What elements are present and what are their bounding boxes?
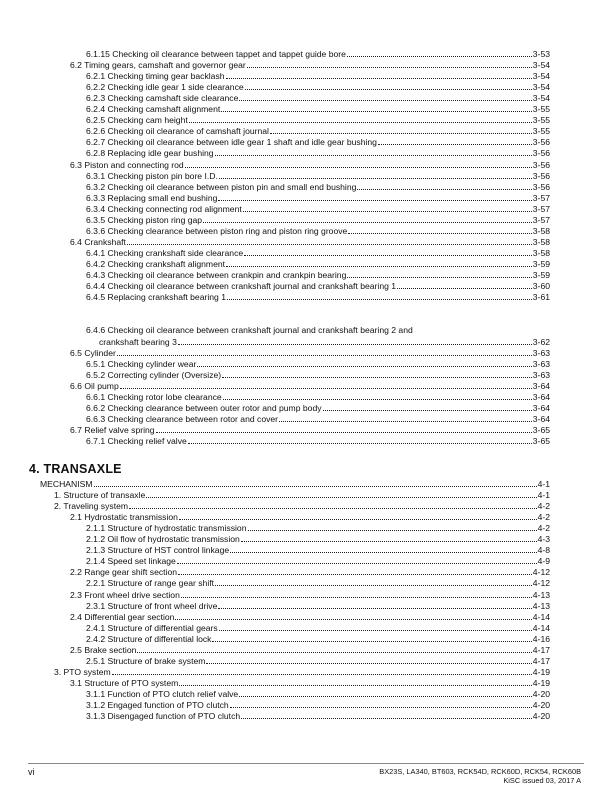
toc-entry-title: crankshaft bearing 3 (99, 337, 177, 347)
toc-leader (239, 696, 532, 697)
toc-entry-page: 4-8 (537, 545, 550, 556)
toc-entry-page: 4-17 (532, 644, 550, 655)
toc-leader (241, 718, 532, 719)
toc-entry-title: 2.4 Differential gear section (70, 611, 175, 622)
toc-entry[interactable] (86, 203, 550, 214)
toc-entry-title: 2.3.1 Structure of front wheel drive (86, 600, 218, 611)
toc-entry-page: 3-58 (532, 247, 550, 258)
toc-entry[interactable] (86, 622, 550, 633)
toc-entry-page: 3-54 (532, 60, 550, 71)
toc-entry-page: 4-20 (532, 711, 550, 722)
toc-entry[interactable] (86, 48, 550, 59)
toc-entry-title: 2.2.1 Structure of range gear shift (86, 578, 215, 589)
toc-entry[interactable] (86, 70, 550, 81)
toc-entry-page: 4-17 (532, 655, 550, 666)
toc-entry-title: 6.4.1 Checking crankshaft side clearance (86, 247, 244, 258)
toc-entry[interactable] (86, 81, 550, 92)
toc-entry[interactable] (40, 478, 550, 489)
toc-entry-title: 2.2 Range gear shift section (70, 567, 178, 578)
toc-entry-title: 6.4.4 Checking oil clearance between crankshaft journal and crankshaft bearing 1 (86, 281, 397, 292)
toc-entry-title: 2.5.1 Structure of brake system (86, 655, 206, 666)
toc-entry-title: 2.1.3 Structure of HST control linkage (86, 545, 230, 556)
toc-entry-title: 6.6 Oil pump (70, 381, 119, 392)
toc-entry-title: 6.3.2 Checking oil clearance between piston pin and small end bushing (86, 181, 357, 192)
toc-entry-page: 4-2 (537, 501, 550, 512)
toc-entry-page: 3-62 (532, 337, 550, 347)
toc-leader (226, 266, 532, 267)
toc-leader (239, 100, 531, 101)
toc-entry[interactable] (86, 269, 550, 280)
toc-entry-title: 3.1.3 Disengaged function of PTO clutch (86, 711, 241, 722)
toc-entry[interactable] (70, 511, 550, 522)
toc-entry-wrapped-line2[interactable] (99, 336, 550, 347)
toc-entry-title: 6.2.7 Checking oil clearance between idle gear 1 shaft and idle gear bushing (86, 137, 377, 148)
toc-leader (197, 366, 531, 367)
toc-entry-title: 6.2.5 Checking cam height (86, 115, 188, 126)
toc-entry[interactable] (86, 358, 550, 369)
toc-leader (117, 355, 532, 356)
toc-leader (348, 233, 531, 234)
toc-entry-page: 3-64 (532, 414, 550, 425)
toc-entry[interactable] (86, 699, 550, 710)
toc-entry-title: 6.4 Crankshaft (70, 236, 126, 247)
toc-entry-title: 6.7.1 Checking relief valve (86, 436, 187, 447)
toc-entry-title: 6.4.3 Checking oil clearance between crankpin and crankpin bearing (86, 270, 347, 280)
toc-entry-title: 6.6.1 Checking rotor lobe clearance (86, 392, 222, 403)
toc-entry-page: 3-55 (532, 126, 550, 137)
toc-entry-page: 4-1 (537, 479, 550, 489)
toc-leader (156, 432, 532, 433)
toc-entry-page: 3-65 (532, 425, 550, 436)
toc-entry-page: 3-57 (532, 214, 550, 225)
toc-entry-title: 6.3.1 Checking piston pin bore I.D. (86, 170, 218, 181)
toc-entry-title: 1. Structure of transaxle (54, 490, 146, 501)
toc-entry[interactable] (70, 159, 550, 170)
toc-entry[interactable] (70, 59, 550, 70)
toc-leader (177, 563, 537, 564)
toc-entry-page: 4-12 (532, 578, 550, 589)
toc-leader (279, 421, 532, 422)
toc-entry-page: 3-63 (532, 370, 550, 381)
toc-leader (137, 652, 531, 653)
toc-entry-title: 6.3.5 Checking piston ring gap (86, 214, 203, 225)
toc-entry-title: 6.2.4 Checking camshaft alignment (86, 104, 221, 115)
toc-leader (323, 410, 532, 411)
toc-entry-page: 3-59 (532, 270, 550, 280)
toc-entry[interactable] (86, 258, 550, 269)
toc-leader (215, 155, 532, 156)
footer-issue: KiSC issued 03, 2017 A (503, 776, 581, 785)
toc-leader (120, 388, 532, 389)
toc-entry[interactable] (86, 522, 550, 533)
toc-leader (248, 530, 537, 531)
toc-leader (189, 122, 532, 123)
toc-entry-title: 2.1.1 Structure of hydrostatic transmission (86, 523, 247, 534)
toc-leader (146, 497, 536, 498)
toc-entry[interactable] (86, 577, 550, 588)
toc-entry-page: 3-53 (532, 49, 550, 59)
toc-entry-title: 6.2.2 Checking idle gear 1 side clearance (86, 82, 244, 93)
toc-entry-title: 6.4.5 Replacing crankshaft bearing 1 (86, 292, 226, 303)
toc-entry-page: 3-64 (532, 392, 550, 403)
toc-leader (221, 111, 532, 112)
toc-entry-title: 6.6.2 Checking clearance between outer rotor and pump body (86, 403, 322, 414)
toc-entry-title: 2.3 Front wheel drive section (70, 589, 180, 600)
toc-entry-page: 4-9 (537, 556, 550, 567)
toc-entry-page: 4-14 (532, 622, 550, 633)
toc-leader (129, 508, 537, 509)
toc-entry[interactable] (86, 655, 550, 666)
toc-entry-title: 6.3.3 Replacing small end bushing (86, 192, 218, 203)
footer-models: BX23S, LA340, BT603, RCK54D, RCK60D, RCK54, RCK60B (379, 767, 581, 776)
toc-entry-page: 3-54 (532, 71, 550, 82)
toc-leader (357, 189, 531, 190)
toc-entry-page: 3-63 (532, 359, 550, 370)
toc-entry[interactable] (86, 402, 550, 413)
toc-entry[interactable] (86, 600, 550, 611)
toc-entry-title: 3.1 Structure of PTO system (70, 677, 179, 688)
toc-leader (178, 574, 532, 575)
toc-entry-title: 6.4.2 Checking crankshaft alignment (86, 258, 226, 269)
toc-leader (244, 255, 532, 256)
toc-entry[interactable] (70, 611, 550, 622)
toc-entry[interactable] (86, 92, 550, 103)
toc-leader (227, 299, 532, 300)
toc-entry-title: 2.4.2 Structure of differential lock (86, 633, 212, 644)
toc-entry[interactable] (70, 677, 550, 688)
toc-entry[interactable] (86, 136, 550, 147)
toc-entry-title: 2. Traveling system (54, 501, 129, 512)
footer-divider (28, 763, 584, 764)
toc-entry[interactable] (86, 114, 550, 125)
toc-entry-title: 6.2.3 Checking camshaft side clearance (86, 93, 239, 104)
toc-entry[interactable] (86, 192, 550, 203)
toc-entry-page: 4-12 (532, 567, 550, 578)
toc-entry-page: 3-58 (532, 236, 550, 247)
toc-entry-title: 6.2.8 Replacing idle gear bushing (86, 148, 214, 159)
toc-leader (226, 78, 532, 79)
toc-entry[interactable] (54, 666, 550, 677)
toc-entry[interactable] (86, 688, 550, 699)
toc-entry-title: 6.5.2 Correcting cylinder (Oversize) (86, 370, 222, 381)
toc-entry[interactable] (86, 225, 550, 236)
toc-entry[interactable] (86, 280, 550, 291)
toc-entry[interactable] (86, 391, 550, 402)
toc-leader (219, 630, 532, 631)
toc-entry-title: 6.2.6 Checking oil clearance of camshaft journal (86, 126, 269, 137)
toc-entry-page: 3-57 (532, 203, 550, 214)
toc-entry-page: 3-60 (532, 281, 550, 292)
toc-entry-page: 3-54 (532, 82, 550, 93)
toc-entry[interactable] (70, 424, 550, 435)
toc-entry[interactable] (86, 369, 550, 380)
toc-leader (178, 344, 532, 345)
toc-entry-page: 3-61 (532, 292, 550, 303)
toc-leader (206, 663, 531, 664)
toc-leader (241, 541, 537, 542)
toc-entry-page: 3-55 (532, 115, 550, 126)
toc-entry-page: 3-54 (532, 93, 550, 104)
toc-leader (222, 377, 532, 378)
toc-leader (215, 585, 532, 586)
toc-entry[interactable] (54, 489, 550, 500)
toc-entry-page: 3-58 (532, 225, 550, 236)
toc-entry[interactable] (54, 500, 550, 511)
chapter-heading: 4. TRANSAXLE (29, 462, 122, 476)
toc-entry-page: 4-16 (532, 633, 550, 644)
toc-entry-title: 6.2 Timing gears, camshaft and governor gear (70, 60, 246, 71)
toc-entry-wrapped-line1: 6.4.6 Checking oil clearance between crankshaft journal and crankshaft bearing 2 and (86, 325, 413, 335)
toc-entry-title: 3.1.2 Engaged function of PTO clutch (86, 700, 229, 710)
toc-entry-title: 6.6.3 Checking clearance between rotor and cover (86, 414, 279, 425)
toc-entry[interactable] (86, 181, 550, 192)
toc-entry-title: 6.5.1 Checking cylinder wear (86, 359, 197, 370)
toc-entry[interactable] (70, 380, 550, 391)
toc-entry-title: 2.5 Brake section (70, 644, 137, 655)
toc-leader (230, 707, 532, 708)
toc-entry[interactable] (86, 435, 550, 446)
toc-entry[interactable] (70, 566, 550, 577)
toc-entry[interactable] (86, 633, 550, 644)
toc-entry-page: 3-55 (532, 104, 550, 115)
toc-leader (347, 56, 532, 57)
toc-entry-page: 3-64 (532, 381, 550, 392)
toc-entry[interactable] (86, 125, 550, 136)
toc-leader (175, 619, 531, 620)
toc-entry-page: 3-63 (532, 348, 550, 358)
toc-entry[interactable] (86, 291, 550, 302)
toc-entry-page: 3-56 (532, 159, 550, 170)
toc-entry-title: 6.5 Cylinder (70, 348, 116, 358)
toc-entry[interactable] (86, 555, 550, 566)
toc-leader (127, 244, 532, 245)
toc-entry-page: 3-65 (532, 436, 550, 447)
toc-entry-title: 2.1.4 Speed set linkage (86, 556, 176, 567)
toc-entry-title: 2.1 Hydrostatic transmission (70, 512, 178, 523)
toc-leader (218, 608, 531, 609)
toc-leader (179, 519, 537, 520)
toc-entry-page: 4-2 (537, 523, 550, 534)
toc-entry-page: 4-13 (532, 600, 550, 611)
footer-info (379, 767, 581, 785)
toc-leader (243, 211, 532, 212)
toc-entry-page: 4-3 (537, 534, 550, 545)
toc-entry[interactable] (86, 147, 550, 158)
toc-entry[interactable] (70, 589, 550, 600)
toc-entry[interactable] (86, 710, 550, 721)
toc-leader (218, 200, 531, 201)
toc-entry-page: 3-56 (532, 137, 550, 148)
toc-leader (247, 67, 532, 68)
toc-leader (94, 486, 537, 487)
toc-entry-title: 2.1.2 Oil flow of hydrostatic transmission (86, 534, 240, 545)
toc-entry-page: 4-19 (532, 666, 550, 677)
toc-entry-page: 3-64 (532, 403, 550, 414)
toc-entry[interactable] (86, 170, 550, 181)
toc-entry-wrapped[interactable] (86, 325, 550, 335)
toc-entry[interactable] (86, 214, 550, 225)
toc-entry-page: 3-57 (532, 192, 550, 203)
toc-leader (112, 674, 532, 675)
toc-leader (397, 288, 532, 289)
footer-page-number: vi (28, 767, 35, 777)
toc-entry-page: 4-2 (537, 512, 550, 523)
toc-leader (179, 685, 532, 686)
toc-entry[interactable] (86, 533, 550, 544)
toc-entry[interactable] (70, 236, 550, 247)
toc-leader (223, 399, 532, 400)
toc-leader (181, 597, 532, 598)
toc-leader (245, 89, 532, 90)
toc-entry[interactable] (70, 347, 550, 358)
toc-entry-page: 3-56 (532, 181, 550, 192)
toc-entry[interactable] (86, 247, 550, 258)
toc-entry[interactable] (86, 413, 550, 424)
toc-leader (212, 641, 531, 642)
toc-leader (203, 222, 532, 223)
toc-entry-title: 2.4.1 Structure of differential gears (86, 622, 218, 633)
toc-entry-page: 4-13 (532, 589, 550, 600)
toc-entry-title: 6.3.4 Checking connecting rod alignment (86, 203, 242, 214)
toc-entry-title: 3.1.1 Function of PTO clutch relief valve (86, 688, 239, 699)
toc-entry[interactable] (86, 103, 550, 114)
toc-entry-title: 6.3 Piston and connecting rod (70, 159, 184, 170)
toc-leader (185, 167, 532, 168)
toc-entry-page: 3-59 (532, 258, 550, 269)
toc-entry-page: 4-20 (532, 688, 550, 699)
toc-entry-title: 6.7 Relief valve spring (70, 425, 155, 436)
toc-entry[interactable] (70, 644, 550, 655)
toc-entry-title: 6.1.15 Checking oil clearance between tappet and tappet guide bore (86, 49, 346, 59)
toc-entry[interactable] (86, 544, 550, 555)
toc-entry-page: 3-56 (532, 148, 550, 159)
toc-entry-page: 4-14 (532, 611, 550, 622)
toc-entry-page: 4-19 (532, 677, 550, 688)
toc-entry-page: 3-56 (532, 170, 550, 181)
toc-entry-title: 3. PTO system (54, 666, 111, 677)
toc-entry-title: 6.3.6 Checking clearance between piston ring and piston ring groove (86, 225, 348, 236)
toc-leader (219, 178, 532, 179)
toc-leader (230, 552, 536, 553)
toc-leader (270, 133, 532, 134)
toc-leader (347, 277, 531, 278)
toc-leader (378, 144, 532, 145)
toc-entry-page: 4-20 (532, 700, 550, 710)
toc-entry-title: 6.2.1 Checking timing gear backlash (86, 71, 225, 82)
toc-leader (188, 443, 532, 444)
toc-entry-page: 4-1 (537, 490, 550, 501)
toc-entry-title: MECHANISM (40, 479, 93, 489)
